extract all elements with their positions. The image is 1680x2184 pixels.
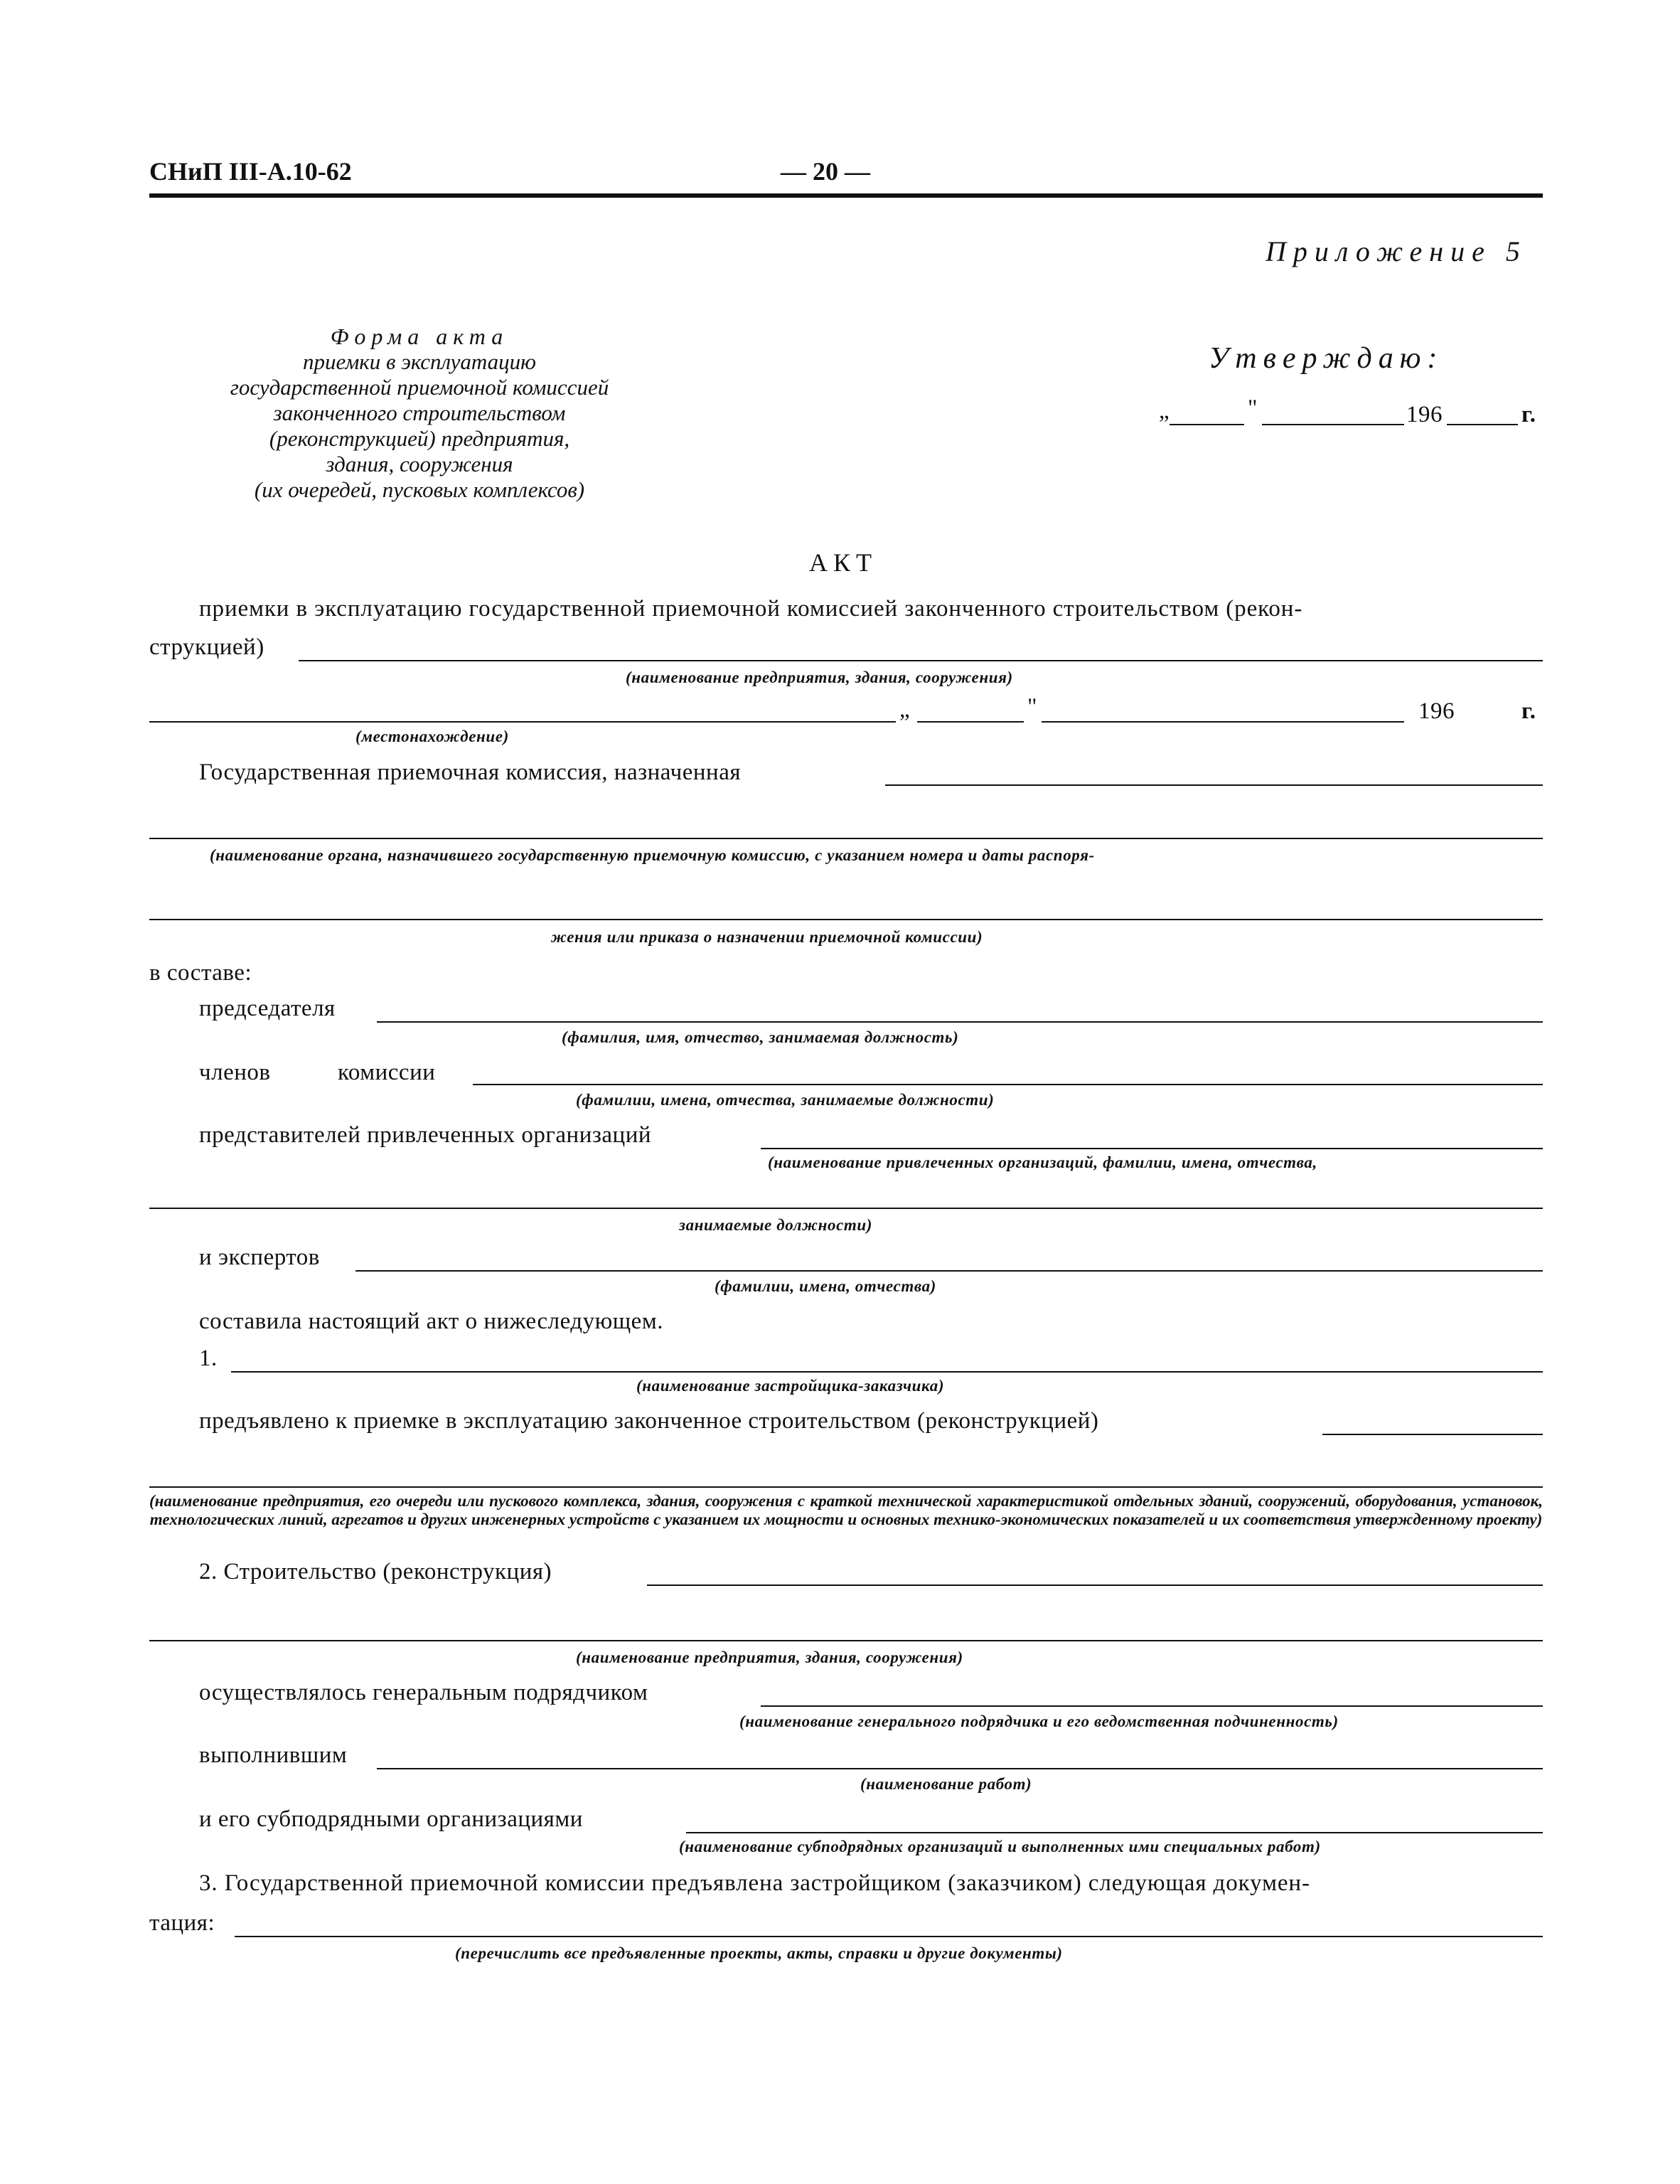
- approve-date-close-quote: ": [1248, 395, 1258, 421]
- act-intro-line2: струкцией): [149, 634, 264, 660]
- order-field[interactable]: [149, 919, 1543, 920]
- customer-field[interactable]: [231, 1371, 1543, 1373]
- form-title-line: законченного строительством: [273, 400, 566, 425]
- caption-order: жения или приказа о назначении приемочной комиссии): [551, 928, 983, 946]
- performed-text: выполнившим: [199, 1742, 348, 1768]
- approve-date-open-quote: „: [1159, 398, 1170, 424]
- approve-year-field[interactable]: [1447, 424, 1518, 425]
- item3-line1: 3. Государственной приемочной комиссии предъявлена застройщиком (заказчиком) следующая докумен-: [199, 1870, 1310, 1896]
- approve-year-suffix: г.: [1521, 402, 1536, 427]
- act-date-close-quote: ": [1027, 694, 1037, 720]
- approve-label: Утверждаю:: [1209, 342, 1444, 375]
- caption-positions: занимаемые должности): [679, 1216, 873, 1234]
- chairman-field[interactable]: [377, 1021, 1543, 1023]
- presented-field-2[interactable]: [149, 1486, 1543, 1488]
- caption-enterprise-long: (наименование предприятия, его очереди или пускового комплекса, здания, сооружения с краткой технической характеристикой отдельных зданий, сооружений, оборудования, установок, технологических линий, агрегатов и других инженерных устройств с указанием их мощности и основных технико-экономических показателей и их соответствия утвержденному проекту): [149, 1492, 1543, 1528]
- enterprise-name-field[interactable]: [299, 660, 1543, 661]
- document-code: СНиП III-А.10-62: [149, 157, 352, 186]
- item2-text: 2. Строительство (реконструкция): [199, 1559, 552, 1584]
- form-title: [142, 324, 697, 503]
- act-day-field[interactable]: [917, 721, 1024, 723]
- caption-subcontractors: (наименование субподрядных организаций и выполненных ими специальных работ): [679, 1838, 1321, 1855]
- approve-day-field[interactable]: [1170, 424, 1244, 425]
- representatives-label: представителей привлеченных организаций: [199, 1122, 652, 1148]
- act-year-suffix: г.: [1521, 698, 1536, 724]
- approve-month-field[interactable]: [1262, 424, 1404, 425]
- composition-label: в составе:: [149, 960, 252, 986]
- caption-representatives: (наименование привлеченных организаций, фамилии, имена, отчества,: [768, 1154, 1317, 1171]
- location-field[interactable]: [149, 721, 896, 723]
- general-contractor-field[interactable]: [761, 1705, 1543, 1707]
- item3-line2: тация:: [149, 1910, 215, 1936]
- compiled-text: составила настоящий акт о нижеследующем.: [199, 1309, 663, 1334]
- act-intro-line1: приемки в эксплуатацию государственной приемочной комиссией законченного строительством (рекон-: [199, 596, 1303, 622]
- caption-organ: (наименование органа, назначившего государственную приемочную комиссию, с указанием номера и даты распоря-: [210, 846, 1095, 864]
- form-title-line: государственной приемочной комиссией: [230, 375, 609, 400]
- caption-works: (наименование работ): [860, 1775, 1032, 1793]
- approve-year-prefix: 196: [1406, 402, 1443, 427]
- chairman-label: председателя: [199, 996, 336, 1021]
- experts-field[interactable]: [355, 1270, 1543, 1272]
- act-date-open-quote: „: [899, 697, 911, 723]
- header-rule: [149, 193, 1543, 198]
- representatives-field[interactable]: [761, 1148, 1543, 1149]
- caption-enterprise-2: (наименование предприятия, здания, сооружения): [576, 1648, 963, 1666]
- form-title-line: (их очередей, пусковых комплексов): [254, 477, 585, 502]
- caption-members: (фамилии, имена, отчества, занимаемые должности): [576, 1091, 995, 1109]
- act-year-prefix: 196: [1418, 698, 1455, 724]
- construction-field[interactable]: [647, 1584, 1543, 1586]
- members-label: членов: [199, 1060, 271, 1085]
- act-month-field[interactable]: [1042, 721, 1404, 723]
- presented-text: предъявлено к приемке в эксплуатацию законченное строительством (реконструкцией): [199, 1408, 1099, 1434]
- form-title-line: Форма акта: [330, 324, 509, 349]
- caption-chairman: (фамилия, имя, отчество, занимаемая должность): [562, 1028, 959, 1046]
- organ-field[interactable]: [149, 838, 1543, 839]
- item1-number: 1.: [199, 1346, 218, 1371]
- caption-general: (наименование генерального подрядчика и его ведомственная подчиненность): [739, 1712, 1339, 1730]
- caption-enterprise: (наименование предприятия, здания, сооружения): [626, 668, 1013, 686]
- positions-field[interactable]: [149, 1208, 1543, 1209]
- page-number: — 20 —: [781, 157, 870, 186]
- form-title-line: здания, сооружения: [326, 452, 513, 476]
- members-field[interactable]: [473, 1084, 1543, 1085]
- commission-field[interactable]: [885, 784, 1543, 786]
- caption-customer: (наименование застройщика-заказчика): [636, 1377, 945, 1395]
- commission-text: Государственная приемочная комиссия, назначенная: [199, 760, 742, 785]
- members-label-commission: комиссии: [338, 1060, 436, 1085]
- form-title-line: приемки в эксплуатацию: [303, 349, 536, 374]
- caption-location: (местонахождение): [355, 728, 509, 745]
- act-title: АКТ: [809, 548, 877, 577]
- subcontractors-field[interactable]: [686, 1832, 1543, 1833]
- presented-field[interactable]: [1322, 1434, 1543, 1435]
- general-contractor-text: осуществлялось генеральным подрядчиком: [199, 1680, 648, 1705]
- appendix-label: Приложение 5: [1266, 235, 1527, 267]
- experts-label: и экспертов: [199, 1245, 320, 1270]
- caption-documents: (перечислить все предъявленные проекты, акты, справки и другие документы): [455, 1944, 1063, 1962]
- documents-field[interactable]: [235, 1936, 1543, 1937]
- construction-field-2[interactable]: [149, 1640, 1543, 1641]
- caption-experts: (фамилии, имена, отчества): [715, 1277, 936, 1295]
- form-title-line: (реконструкцией) предприятия,: [269, 426, 570, 451]
- performed-field[interactable]: [377, 1768, 1543, 1769]
- subcontractors-text: и его субподрядными организациями: [199, 1806, 583, 1832]
